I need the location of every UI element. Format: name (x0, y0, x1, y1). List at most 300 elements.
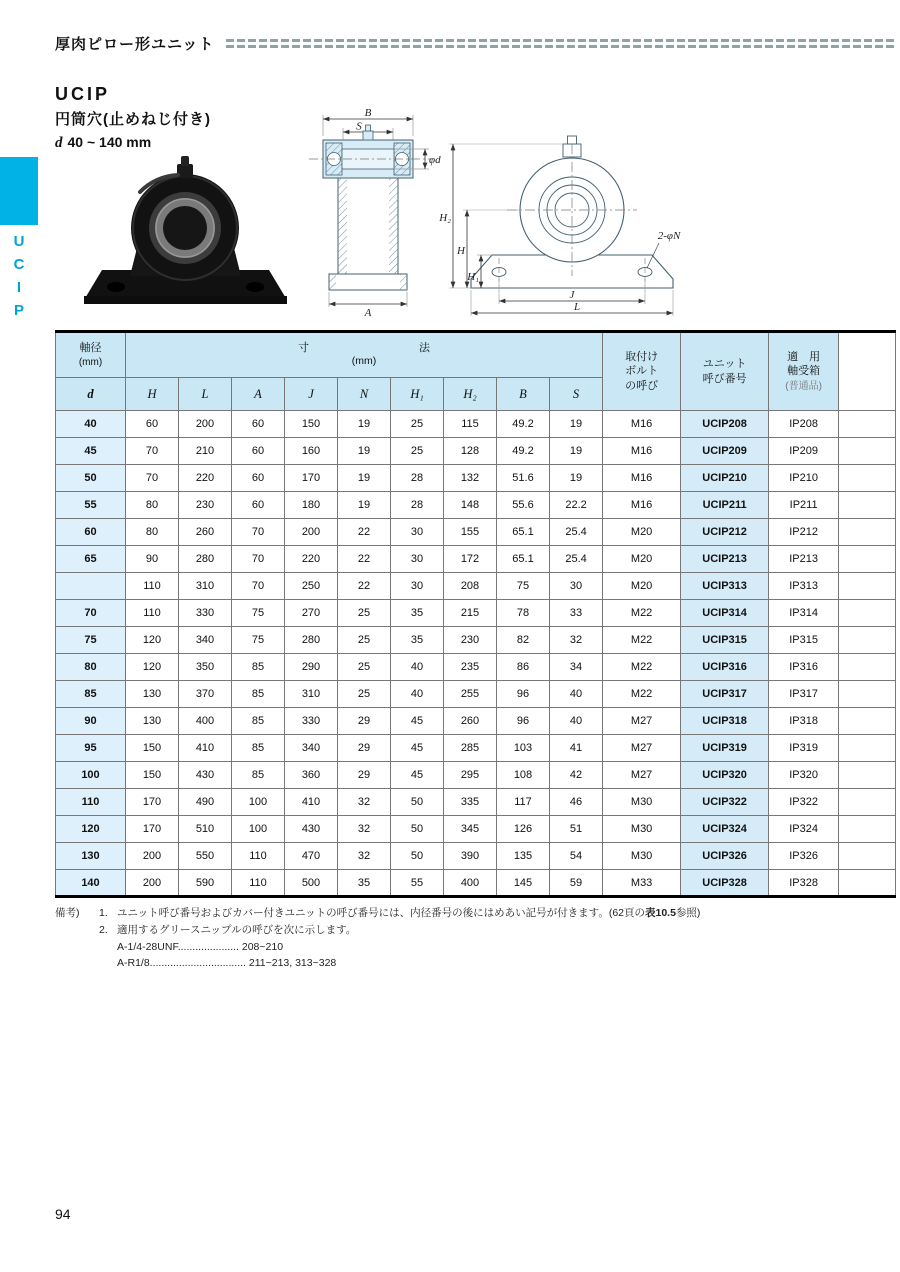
cell-housing: IP314 (769, 600, 839, 627)
cell-dimension: 120 (126, 627, 179, 654)
cell-dimension: 25 (338, 681, 391, 708)
cell-shaft-diameter (56, 573, 126, 600)
cell-blank (839, 573, 896, 600)
cell-dimension: 400 (179, 708, 232, 735)
cell-dimension: 51.6 (497, 465, 550, 492)
dim-label-S: S (356, 120, 362, 133)
side-view-drawing (293, 106, 451, 323)
cell-housing: IP316 (769, 654, 839, 681)
cell-housing: IP319 (769, 735, 839, 762)
dim-label-H2: H₂ (439, 212, 451, 224)
cell-dimension: 75 (232, 627, 285, 654)
cell-unit-number: UCIP320 (681, 762, 769, 789)
dim-label-J: J (569, 289, 575, 301)
cell-dimension: 100 (232, 789, 285, 816)
cell-dimension: 103 (497, 735, 550, 762)
cell-dimension: 150 (285, 411, 338, 438)
table-row (56, 465, 896, 492)
cell-dimension: 60 (232, 411, 285, 438)
cell-dimension: 82 (497, 627, 550, 654)
cell-blank (839, 411, 896, 438)
cell-bolt: M16 (603, 465, 681, 492)
cell-dimension: 30 (550, 573, 603, 600)
cell-dimension: 86 (497, 654, 550, 681)
cell-dimension: 490 (179, 789, 232, 816)
cell-dimension: 155 (444, 519, 497, 546)
cell-dimension: 370 (179, 681, 232, 708)
cell-dimension: 100 (232, 816, 285, 843)
cell-dimension: 340 (179, 627, 232, 654)
cell-dimension: 35 (391, 627, 444, 654)
cell-dimension: 117 (497, 789, 550, 816)
cell-dimension: 250 (285, 573, 338, 600)
cell-dimension: 510 (179, 816, 232, 843)
cell-dimension: 350 (179, 654, 232, 681)
cell-dimension: 110 (232, 870, 285, 897)
cell-housing: IP320 (769, 762, 839, 789)
cell-dimension: 29 (338, 735, 391, 762)
cell-dimension: 255 (444, 681, 497, 708)
cell-dimension: 590 (179, 870, 232, 897)
cell-dimension: 285 (444, 735, 497, 762)
cell-dimension: 75 (497, 573, 550, 600)
cell-blank (839, 519, 896, 546)
cell-bolt: M30 (603, 816, 681, 843)
cell-dimension: 55 (391, 870, 444, 897)
cell-housing: IP318 (769, 708, 839, 735)
cell-dimension: 340 (285, 735, 338, 762)
cell-shaft-diameter: 140 (56, 870, 126, 897)
cell-dimension: 32 (338, 789, 391, 816)
cell-bolt: M30 (603, 789, 681, 816)
grease-nipple-2: A-R1/8................................. 211~213, 313~328 (117, 957, 337, 970)
cell-dimension: 45 (391, 708, 444, 735)
cell-dimension: 430 (285, 816, 338, 843)
cell-dimension: 75 (232, 600, 285, 627)
dim-label-B: B (364, 107, 372, 119)
cell-dimension: 126 (497, 816, 550, 843)
product-photo (78, 150, 293, 313)
cell-dimension: 70 (126, 465, 179, 492)
cell-dimension: 29 (338, 708, 391, 735)
cell-dimension: 45 (391, 735, 444, 762)
cell-shaft-diameter: 80 (56, 654, 126, 681)
cell-dimension: 345 (444, 816, 497, 843)
cell-dimension: 80 (126, 492, 179, 519)
cell-dimension: 28 (391, 492, 444, 519)
cell-dimension: 30 (391, 519, 444, 546)
header-symbol-2: A (232, 378, 285, 411)
cell-dimension: 108 (497, 762, 550, 789)
cell-dimension: 32 (338, 843, 391, 870)
cell-dimension: 33 (550, 600, 603, 627)
cell-dimension: 22 (338, 546, 391, 573)
cell-blank (839, 735, 896, 762)
cell-dimension: 220 (285, 546, 338, 573)
cell-dimension: 45 (391, 762, 444, 789)
cell-dimension: 390 (444, 843, 497, 870)
cell-unit-number: UCIP316 (681, 654, 769, 681)
cell-dimension: 145 (497, 870, 550, 897)
header-rule-decoration (226, 39, 894, 48)
header-dimensions: 寸 法 (mm) (126, 332, 603, 378)
note-1: 備考) 1. ユニット呼び番号およびカバー付きユニットの呼び番号には、内径番号の後にはめあい記号が付きます。(62頁の表10.5参照) (55, 905, 875, 922)
cell-dimension: 160 (285, 438, 338, 465)
cell-shaft-diameter: 75 (56, 627, 126, 654)
table-row (56, 600, 896, 627)
dim-label-H1: H₁ (467, 271, 479, 283)
cell-dimension: 200 (126, 843, 179, 870)
cell-shaft-diameter: 100 (56, 762, 126, 789)
dim-label-d: φd (429, 154, 441, 166)
cell-dimension: 85 (232, 708, 285, 735)
table-row (56, 735, 896, 762)
cell-dimension: 40 (391, 654, 444, 681)
cell-dimension: 215 (444, 600, 497, 627)
cell-housing: IP324 (769, 816, 839, 843)
cell-shaft-diameter: 55 (56, 492, 126, 519)
cell-dimension: 410 (285, 789, 338, 816)
cell-unit-number: UCIP326 (681, 843, 769, 870)
cell-blank (839, 465, 896, 492)
cell-dimension: 65.1 (497, 546, 550, 573)
cell-dimension: 70 (232, 546, 285, 573)
side-view-image (293, 106, 451, 318)
cell-shaft-diameter: 60 (56, 519, 126, 546)
cell-unit-number: UCIP208 (681, 411, 769, 438)
cell-housing: IP208 (769, 411, 839, 438)
cell-dimension: 90 (126, 546, 179, 573)
cell-dimension: 32 (338, 816, 391, 843)
cell-dimension: 220 (179, 465, 232, 492)
cell-dimension: 49.2 (497, 438, 550, 465)
cell-dimension: 25 (338, 600, 391, 627)
cell-bolt: M22 (603, 627, 681, 654)
cell-dimension: 60 (126, 411, 179, 438)
cell-blank (839, 492, 896, 519)
cell-dimension: 40 (550, 708, 603, 735)
cell-dimension: 260 (444, 708, 497, 735)
cell-dimension: 50 (391, 843, 444, 870)
header-mounting-bolt: 取付け ボルト の呼び (603, 332, 681, 411)
dim-label-A: A (364, 307, 372, 318)
cell-blank (839, 600, 896, 627)
cell-housing: IP212 (769, 519, 839, 546)
table-row (56, 492, 896, 519)
cell-bolt: M30 (603, 843, 681, 870)
cell-dimension: 25.4 (550, 519, 603, 546)
cell-dimension: 28 (391, 465, 444, 492)
cell-blank (839, 627, 896, 654)
cell-dimension: 85 (232, 681, 285, 708)
table-row (56, 681, 896, 708)
header-symbol-8: S (550, 378, 603, 411)
cell-housing: IP328 (769, 870, 839, 897)
cell-unit-number: UCIP313 (681, 573, 769, 600)
cell-dimension: 50 (391, 816, 444, 843)
cell-dimension: 290 (285, 654, 338, 681)
cell-blank (839, 546, 896, 573)
title-block (55, 84, 211, 152)
cell-housing: IP210 (769, 465, 839, 492)
header-shaft-diameter: 軸径 (mm) (56, 332, 126, 378)
cell-bolt: M27 (603, 762, 681, 789)
cell-shaft-diameter: 50 (56, 465, 126, 492)
cell-dimension: 230 (179, 492, 232, 519)
header-symbol-0: H (126, 378, 179, 411)
cell-shaft-diameter: 120 (56, 816, 126, 843)
cell-dimension: 19 (550, 438, 603, 465)
cell-dimension: 60 (232, 492, 285, 519)
cell-unit-number: UCIP324 (681, 816, 769, 843)
spec-table (55, 330, 896, 898)
size-range-text: 40 ~ 140 mm (67, 134, 152, 150)
table-row (56, 843, 896, 870)
cell-unit-number: UCIP322 (681, 789, 769, 816)
cell-dimension: 60 (232, 438, 285, 465)
cell-housing: IP213 (769, 546, 839, 573)
cell-dimension: 22 (338, 573, 391, 600)
cell-blank (839, 843, 896, 870)
cell-dimension: 130 (126, 708, 179, 735)
cell-housing: IP313 (769, 573, 839, 600)
cell-dimension: 40 (550, 681, 603, 708)
cell-unit-number: UCIP212 (681, 519, 769, 546)
cell-dimension: 96 (497, 681, 550, 708)
cell-dimension: 170 (285, 465, 338, 492)
page-number: 94 (55, 1206, 71, 1222)
cell-dimension: 50 (391, 789, 444, 816)
front-view-image (437, 126, 707, 326)
cell-dimension: 148 (444, 492, 497, 519)
cell-housing: IP317 (769, 681, 839, 708)
cell-dimension: 235 (444, 654, 497, 681)
cell-unit-number: UCIP318 (681, 708, 769, 735)
cell-dimension: 128 (444, 438, 497, 465)
cell-dimension: 19 (338, 411, 391, 438)
cell-dimension: 150 (126, 762, 179, 789)
cell-dimension: 110 (126, 573, 179, 600)
cell-dimension: 59 (550, 870, 603, 897)
cell-dimension: 120 (126, 654, 179, 681)
cell-shaft-diameter: 95 (56, 735, 126, 762)
cell-shaft-diameter: 40 (56, 411, 126, 438)
cell-housing: IP209 (769, 438, 839, 465)
header-symbol-5: H₁ (391, 378, 444, 411)
cell-shaft-diameter: 45 (56, 438, 126, 465)
cell-dimension: 29 (338, 762, 391, 789)
cell-dimension: 310 (285, 681, 338, 708)
cell-unit-number: UCIP209 (681, 438, 769, 465)
cell-dimension: 335 (444, 789, 497, 816)
cell-unit-number: UCIP314 (681, 600, 769, 627)
cell-shaft-diameter: 110 (56, 789, 126, 816)
cell-dimension: 270 (285, 600, 338, 627)
table-row (56, 411, 896, 438)
cell-dimension: 55.6 (497, 492, 550, 519)
cell-dimension: 41 (550, 735, 603, 762)
table-row (56, 708, 896, 735)
table-row (56, 438, 896, 465)
cell-dimension: 230 (444, 627, 497, 654)
cell-dimension: 80 (126, 519, 179, 546)
cell-dimension: 172 (444, 546, 497, 573)
series-title: UCIP (55, 84, 111, 104)
header-symbol-1: L (179, 378, 232, 411)
cell-dimension: 19 (550, 465, 603, 492)
cell-blank (839, 708, 896, 735)
cell-dimension: 295 (444, 762, 497, 789)
cell-bolt: M16 (603, 411, 681, 438)
cell-dimension: 32 (550, 627, 603, 654)
cell-bolt: M33 (603, 870, 681, 897)
cell-housing: IP322 (769, 789, 839, 816)
header-housing: 適 用 軸受箱 (普通品) (769, 332, 839, 411)
cell-dimension: 51 (550, 816, 603, 843)
cell-unit-number: UCIP317 (681, 681, 769, 708)
cell-dimension: 70 (126, 438, 179, 465)
cell-dimension: 19 (338, 492, 391, 519)
header-unit-number: ユニット 呼び番号 (681, 332, 769, 411)
cell-dimension: 54 (550, 843, 603, 870)
cell-bolt: M27 (603, 708, 681, 735)
cell-dimension: 115 (444, 411, 497, 438)
cell-dimension: 280 (285, 627, 338, 654)
cell-dimension: 25 (391, 438, 444, 465)
page-header (55, 33, 894, 54)
cell-dimension: 22.2 (550, 492, 603, 519)
side-tab (0, 233, 38, 325)
cell-unit-number: UCIP213 (681, 546, 769, 573)
side-tab-label: UCIP (10, 233, 28, 325)
cell-shaft-diameter: 130 (56, 843, 126, 870)
cell-unit-number: UCIP210 (681, 465, 769, 492)
cell-dimension: 85 (232, 654, 285, 681)
cell-dimension: 78 (497, 600, 550, 627)
table-row (56, 573, 896, 600)
cell-dimension: 150 (126, 735, 179, 762)
series-subtitle: 円筒穴(止めねじ付き) (55, 111, 211, 128)
header-symbol-6: H₂ (444, 378, 497, 411)
d-symbol: d (55, 135, 63, 151)
header-symbol-4: N (338, 378, 391, 411)
table-row (56, 627, 896, 654)
cell-dimension: 280 (179, 546, 232, 573)
table-row (56, 816, 896, 843)
cell-blank (839, 816, 896, 843)
header-symbol-3: J (285, 378, 338, 411)
cell-dimension: 34 (550, 654, 603, 681)
cell-dimension: 65.1 (497, 519, 550, 546)
cell-housing: IP315 (769, 627, 839, 654)
notes-label: 備考) (55, 907, 80, 919)
cell-dimension: 400 (444, 870, 497, 897)
front-view-drawing (437, 126, 707, 331)
cell-blank (839, 681, 896, 708)
cell-dimension: 430 (179, 762, 232, 789)
cell-unit-number: UCIP211 (681, 492, 769, 519)
cell-housing: IP211 (769, 492, 839, 519)
cell-dimension: 200 (126, 870, 179, 897)
cell-bolt: M20 (603, 546, 681, 573)
table-row (56, 519, 896, 546)
cell-bolt: M27 (603, 735, 681, 762)
cell-bolt: M20 (603, 519, 681, 546)
cell-dimension: 35 (391, 600, 444, 627)
cell-dimension: 200 (179, 411, 232, 438)
cell-bolt: M16 (603, 438, 681, 465)
cell-bolt: M20 (603, 573, 681, 600)
cell-dimension: 30 (391, 546, 444, 573)
cell-bolt: M16 (603, 492, 681, 519)
cell-dimension: 180 (285, 492, 338, 519)
dim-label-L: L (573, 301, 581, 313)
cell-dimension: 110 (232, 843, 285, 870)
cell-dimension: 70 (232, 519, 285, 546)
dim-label-2-phi-N: 2-φN (657, 230, 681, 242)
cell-dimension: 42 (550, 762, 603, 789)
cell-dimension: 310 (179, 573, 232, 600)
header-symbol-7: B (497, 378, 550, 411)
cell-bolt: M22 (603, 654, 681, 681)
page-title: 厚肉ピロー形ユニット (55, 36, 215, 53)
table-row (56, 546, 896, 573)
header-symbol-d: d (56, 378, 126, 411)
cell-dimension: 85 (232, 735, 285, 762)
cell-dimension: 46 (550, 789, 603, 816)
cell-bolt: M22 (603, 681, 681, 708)
cell-dimension: 208 (444, 573, 497, 600)
cell-dimension: 110 (126, 600, 179, 627)
cell-dimension: 470 (285, 843, 338, 870)
cell-shaft-diameter: 70 (56, 600, 126, 627)
cell-dimension: 260 (179, 519, 232, 546)
cell-dimension: 49.2 (497, 411, 550, 438)
cell-shaft-diameter: 65 (56, 546, 126, 573)
cell-dimension: 170 (126, 789, 179, 816)
table-row (56, 789, 896, 816)
cell-dimension: 19 (338, 465, 391, 492)
cell-shaft-diameter: 85 (56, 681, 126, 708)
cell-dimension: 25 (391, 411, 444, 438)
cell-dimension: 25 (338, 654, 391, 681)
cell-dimension: 35 (338, 870, 391, 897)
cell-dimension: 19 (338, 438, 391, 465)
cell-blank (839, 762, 896, 789)
cell-unit-number: UCIP319 (681, 735, 769, 762)
cell-unit-number: UCIP328 (681, 870, 769, 897)
cell-dimension: 19 (550, 411, 603, 438)
cell-dimension: 85 (232, 762, 285, 789)
cell-unit-number: UCIP315 (681, 627, 769, 654)
cell-blank (839, 870, 896, 897)
grease-nipple-1: A-1/4-28UNF..................... 208~210 (117, 940, 284, 953)
cell-dimension: 210 (179, 438, 232, 465)
cell-dimension: 410 (179, 735, 232, 762)
cell-bolt: M22 (603, 600, 681, 627)
cell-blank (839, 789, 896, 816)
note-2: 2. 適用するグリースニップルの呼びを次に示します。 (99, 923, 357, 936)
cell-dimension: 170 (126, 816, 179, 843)
cell-dimension: 132 (444, 465, 497, 492)
header-blank (839, 332, 896, 411)
cell-dimension: 360 (285, 762, 338, 789)
cell-dimension: 30 (391, 573, 444, 600)
cell-dimension: 330 (179, 600, 232, 627)
cell-blank (839, 438, 896, 465)
dim-label-H: H (457, 245, 465, 257)
cell-dimension: 22 (338, 519, 391, 546)
